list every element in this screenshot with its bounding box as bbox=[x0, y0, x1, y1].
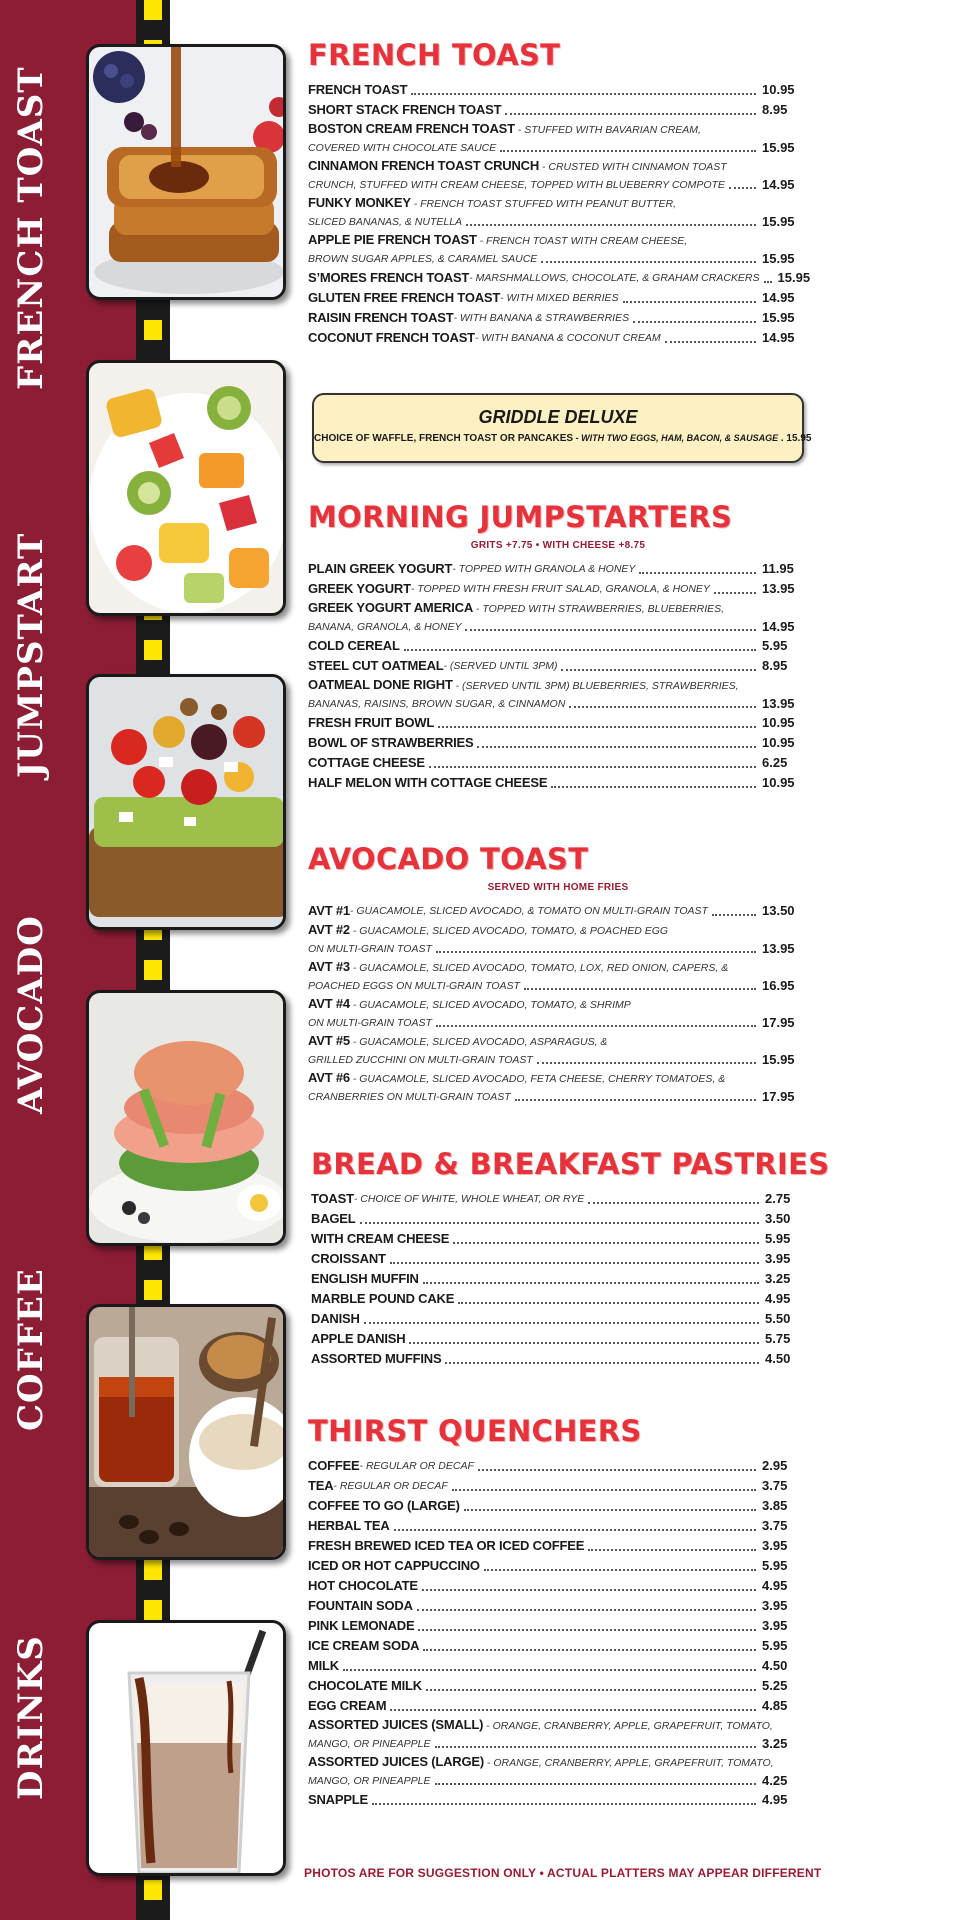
item-name: COCONUT FRENCH TOAST bbox=[308, 330, 475, 345]
menu-item bbox=[308, 1636, 808, 1656]
item-description: - (SERVED UNTIL 3PM) BLUEBERRIES, STRAWBERRIES, bbox=[452, 680, 739, 692]
item-price: 5.25 bbox=[762, 1678, 788, 1693]
dot-leader bbox=[588, 1549, 756, 1551]
item-price: 10.95 bbox=[762, 735, 795, 750]
dot-leader bbox=[426, 1689, 756, 1691]
item-description-cont: MANGO, OR PINEAPPLE bbox=[308, 1775, 431, 1787]
avocado-toast-photo bbox=[86, 674, 286, 930]
item-price: 3.95 bbox=[765, 1251, 791, 1266]
item-name: COFFEE bbox=[308, 1458, 360, 1473]
item-description: - GUACAMOLE, SLICED AVOCADO, TOMATO, & POACHED EGG bbox=[349, 925, 669, 937]
item-price: 10.95 bbox=[762, 775, 795, 790]
menu-item bbox=[308, 656, 808, 676]
item-name: COLD CEREAL bbox=[308, 638, 400, 653]
item-price: 14.95 bbox=[762, 290, 795, 305]
menu-item bbox=[311, 1269, 811, 1289]
item-name: FRESH FRUIT BOWL bbox=[308, 715, 435, 730]
menu-item bbox=[308, 268, 811, 288]
dot-leader bbox=[551, 786, 756, 788]
item-name: ICED OR HOT CAPPUCCINO bbox=[308, 1558, 480, 1573]
section-title: FRENCH TOAST bbox=[308, 38, 808, 72]
menu-item bbox=[308, 958, 808, 995]
dot-leader bbox=[714, 592, 756, 594]
menu-item bbox=[308, 1576, 808, 1596]
item-description-cont: BROWN SUGAR APPLES, & CARAMEL SAUCE bbox=[308, 253, 538, 265]
section-avocado-toast bbox=[308, 842, 808, 1106]
item-name: STEEL CUT OATMEAL bbox=[308, 658, 444, 673]
menu-item bbox=[308, 995, 808, 1032]
item-name: FOUNTAIN SODA bbox=[308, 1598, 413, 1613]
item-price: 4.95 bbox=[762, 1792, 788, 1807]
item-price: 4.95 bbox=[762, 1578, 788, 1593]
item-price: 3.95 bbox=[762, 1598, 788, 1613]
item-name: SNAPPLE bbox=[308, 1792, 369, 1807]
menu-item bbox=[308, 1556, 808, 1576]
item-price: 16.95 bbox=[762, 978, 795, 993]
item-description-cont: CRUNCH, STUFFED WITH CREAM CHEESE, TOPPED WITH BLUEBERRY COMPOTE bbox=[308, 179, 725, 191]
dot-leader bbox=[500, 150, 756, 152]
item-name: GLUTEN FREE FRENCH TOAST bbox=[308, 290, 501, 305]
menu-item bbox=[308, 713, 808, 733]
item-name: ASSORTED JUICES (SMALL) bbox=[308, 1717, 484, 1732]
item-price: 5.95 bbox=[762, 1558, 788, 1573]
item-price: 17.95 bbox=[762, 1015, 795, 1030]
item-price: 14.95 bbox=[762, 330, 795, 345]
dot-leader bbox=[438, 726, 756, 728]
item-description-cont: ON MULTI-GRAIN TOAST bbox=[308, 1017, 432, 1029]
dot-leader bbox=[390, 1262, 759, 1264]
menu-item bbox=[308, 733, 808, 753]
dot-leader bbox=[464, 1509, 756, 1511]
item-name: OATMEAL DONE RIGHT bbox=[308, 677, 453, 692]
menu-item bbox=[308, 599, 808, 636]
dot-leader bbox=[394, 1529, 756, 1531]
item-name: SHORT STACK FRENCH TOAST bbox=[308, 102, 502, 117]
item-price: 14.95 bbox=[762, 177, 795, 192]
menu-item bbox=[308, 773, 808, 793]
section-thirst-quenchers bbox=[308, 1414, 808, 1810]
item-name: AVT #3 bbox=[308, 959, 350, 974]
menu-item bbox=[308, 1596, 808, 1616]
item-price: 3.25 bbox=[765, 1271, 791, 1286]
section-note: GRITS +7.75 • WITH CHEESE +8.75 bbox=[470, 540, 646, 551]
dot-leader bbox=[445, 1362, 759, 1364]
item-price: 4.50 bbox=[762, 1658, 788, 1673]
item-price: 6.25 bbox=[762, 755, 788, 770]
menu-item bbox=[308, 1032, 808, 1069]
item-name: BOSTON CREAM FRENCH TOAST bbox=[308, 121, 515, 136]
item-description: - GUACAMOLE, SLICED AVOCADO, TOMATO, LOX, RED ONION, CAPERS, & bbox=[349, 962, 729, 974]
menu-list bbox=[308, 559, 808, 793]
dot-leader bbox=[418, 1629, 756, 1631]
dot-leader bbox=[390, 1709, 756, 1711]
item-name: ASSORTED MUFFINS bbox=[311, 1351, 442, 1366]
menu-item bbox=[308, 1496, 808, 1516]
item-description: - CRUSTED WITH CINNAMON TOAST bbox=[539, 161, 727, 173]
item-name: COFFEE TO GO (LARGE) bbox=[308, 1498, 460, 1513]
item-price: 14.95 bbox=[762, 619, 795, 634]
menu-item bbox=[308, 120, 808, 157]
dot-leader bbox=[436, 951, 756, 953]
item-description: - STUFFED WITH BAVARIAN CREAM, bbox=[514, 124, 701, 136]
item-name: BOWL OF STRAWBERRIES bbox=[308, 735, 474, 750]
item-price: 4.25 bbox=[762, 1773, 788, 1788]
item-name: WITH CREAM CHEESE bbox=[311, 1231, 450, 1246]
section-morning-jumpstarters bbox=[308, 500, 808, 793]
item-description: - FRENCH TOAST STUFFED WITH PEANUT BUTTER, bbox=[410, 198, 677, 210]
item-description: - GUACAMOLE, SLICED AVOCADO, & TOMATO ON MULTI-GRAIN TOAST bbox=[349, 905, 708, 917]
side-word-french-toast: FRENCH TOAST bbox=[11, 66, 51, 390]
dot-leader bbox=[436, 1025, 756, 1027]
item-price: 10.95 bbox=[762, 82, 795, 97]
item-price: 5.95 bbox=[762, 1638, 788, 1653]
item-name: CINNAMON FRENCH TOAST CRUNCH bbox=[308, 158, 540, 173]
menu-item bbox=[308, 100, 808, 120]
item-price: 3.75 bbox=[762, 1518, 788, 1533]
dot-leader bbox=[764, 281, 772, 283]
menu-list bbox=[308, 80, 811, 348]
item-name: HOT CHOCOLATE bbox=[308, 1578, 418, 1593]
dot-leader bbox=[411, 93, 756, 95]
dot-leader bbox=[524, 988, 756, 990]
item-price: 15.95 bbox=[762, 140, 795, 155]
item-name: S’MORES FRENCH TOAST bbox=[308, 270, 470, 285]
item-name: APPLE DANISH bbox=[311, 1331, 406, 1346]
menu-item bbox=[308, 921, 808, 958]
item-name: ICE CREAM SODA bbox=[308, 1638, 420, 1653]
menu-item bbox=[308, 80, 808, 100]
item-name: BAGEL bbox=[311, 1211, 356, 1226]
dot-leader bbox=[569, 706, 756, 708]
section-title: BREAD & BREAKFAST PASTRIES bbox=[311, 1147, 830, 1181]
dot-leader bbox=[588, 1202, 759, 1204]
dot-leader bbox=[423, 1649, 756, 1651]
item-name: MILK bbox=[308, 1658, 339, 1673]
menu-item bbox=[311, 1249, 811, 1269]
item-price: 2.95 bbox=[762, 1458, 788, 1473]
menu-item bbox=[311, 1329, 811, 1349]
dot-leader bbox=[458, 1302, 759, 1304]
item-name: ASSORTED JUICES (LARGE) bbox=[308, 1754, 484, 1769]
menu-item bbox=[308, 1536, 808, 1556]
item-name: COTTAGE CHEESE bbox=[308, 755, 425, 770]
menu-item bbox=[311, 1349, 811, 1369]
item-price: 15.95 bbox=[762, 251, 795, 266]
item-name: FRENCH TOAST bbox=[308, 82, 408, 97]
menu-item bbox=[308, 1456, 808, 1476]
item-description-cont: BANANA, GRANOLA, & HONEY bbox=[308, 621, 462, 633]
item-price: 5.50 bbox=[765, 1311, 791, 1326]
item-price: 11.95 bbox=[762, 561, 794, 576]
item-description: - GUACAMOLE, SLICED AVOCADO, ASPARAGUS, & bbox=[349, 1036, 608, 1048]
menu-item bbox=[308, 1656, 808, 1676]
dot-leader bbox=[729, 187, 756, 189]
dot-leader bbox=[422, 1589, 756, 1591]
item-name: PINK LEMONADE bbox=[308, 1618, 415, 1633]
item-description: - TOPPED WITH GRANOLA & HONEY bbox=[452, 563, 636, 575]
griddle-title: GRIDDLE DELUXE bbox=[478, 407, 638, 427]
menu-item bbox=[308, 1516, 808, 1536]
dot-leader bbox=[372, 1803, 756, 1805]
menu-item bbox=[308, 231, 808, 268]
dot-leader bbox=[360, 1222, 759, 1224]
dot-leader bbox=[665, 341, 756, 343]
item-price: 8.95 bbox=[762, 658, 788, 673]
dot-leader bbox=[409, 1342, 759, 1344]
menu-item bbox=[308, 328, 808, 348]
side-word-avocado: AVOCADO bbox=[11, 915, 51, 1115]
item-price: 3.95 bbox=[762, 1538, 788, 1553]
item-price: 4.95 bbox=[765, 1291, 791, 1306]
menu-item bbox=[311, 1209, 811, 1229]
dot-leader bbox=[465, 629, 756, 631]
dot-leader bbox=[452, 1489, 756, 1491]
dot-leader bbox=[633, 321, 756, 323]
item-name: DANISH bbox=[311, 1311, 360, 1326]
menu-item bbox=[311, 1289, 811, 1309]
side-word-drinks: DRINKS bbox=[11, 1635, 51, 1800]
menu-item bbox=[308, 636, 808, 656]
item-description-cont: SLICED BANANAS, & NUTELLA bbox=[308, 216, 463, 228]
griddle-choice: CHOICE OF WAFFLE, FRENCH TOAST OR PANCAKES bbox=[314, 433, 574, 444]
section-title: MORNING JUMPSTARTERS bbox=[308, 500, 808, 534]
item-price: 8.95 bbox=[762, 102, 788, 117]
item-name: MARBLE POUND CAKE bbox=[311, 1291, 455, 1306]
menu-item bbox=[308, 157, 808, 194]
item-price: 4.85 bbox=[762, 1698, 788, 1713]
menu-item bbox=[308, 1676, 808, 1696]
item-price: 13.95 bbox=[762, 581, 795, 596]
menu-item bbox=[311, 1229, 811, 1249]
item-name: GREEK YOGURT bbox=[308, 581, 411, 596]
item-description: - WITH BANANA & COCONUT CREAM bbox=[474, 332, 661, 344]
side-word-coffee: COFFEE bbox=[11, 1268, 51, 1432]
item-name: AVT #5 bbox=[308, 1033, 350, 1048]
item-name: TEA bbox=[308, 1478, 334, 1493]
item-description: - TOPPED WITH FRESH FRUIT SALAD, GRANOLA, & HONEY bbox=[410, 583, 710, 595]
menu-item bbox=[308, 1616, 808, 1636]
item-name: TOAST bbox=[311, 1191, 354, 1206]
dot-leader bbox=[477, 746, 756, 748]
item-price: 15.95 bbox=[762, 310, 795, 325]
dot-leader bbox=[515, 1099, 756, 1101]
item-price: 3.50 bbox=[765, 1211, 791, 1226]
item-name: AVT #2 bbox=[308, 922, 350, 937]
menu-content bbox=[308, 0, 830, 1920]
item-description: - TOPPED WITH STRAWBERRIES, BLUEBERRIES, bbox=[473, 603, 725, 615]
item-description: - GUACAMOLE, SLICED AVOCADO, TOMATO, & SHRIMP bbox=[349, 999, 631, 1011]
dot-leader bbox=[541, 261, 756, 263]
dot-leader bbox=[561, 669, 756, 671]
item-name: EGG CREAM bbox=[308, 1698, 387, 1713]
dot-leader bbox=[435, 1783, 756, 1785]
item-description-cont: POACHED EGGS ON MULTI-GRAIN TOAST bbox=[308, 980, 520, 992]
menu-item bbox=[308, 1753, 808, 1790]
item-description: - CHOICE OF WHITE, WHOLE WHEAT, OR RYE bbox=[353, 1193, 585, 1205]
item-description-cont: BANANAS, RAISINS, BROWN SUGAR, & CINNAMON bbox=[308, 698, 566, 710]
section-title: AVOCADO TOAST bbox=[308, 842, 808, 876]
item-description: - MARSHMALLOWS, CHOCOLATE, & GRAHAM CRACKERS bbox=[469, 272, 760, 284]
dot-leader bbox=[712, 914, 756, 916]
item-description: - REGULAR OR DECAF bbox=[359, 1460, 474, 1472]
item-price: 5.95 bbox=[765, 1231, 791, 1246]
dot-leader bbox=[429, 766, 756, 768]
item-price: 5.75 bbox=[765, 1331, 791, 1346]
dot-leader bbox=[417, 1609, 756, 1611]
menu-item bbox=[308, 559, 808, 579]
item-price: 5.95 bbox=[762, 638, 788, 653]
menu-item bbox=[308, 1790, 808, 1810]
item-name: ENGLISH MUFFIN bbox=[311, 1271, 419, 1286]
item-price: 13.50 bbox=[762, 903, 795, 918]
item-description: - (SERVED UNTIL 3PM) bbox=[443, 660, 558, 672]
item-price: 15.95 bbox=[777, 270, 811, 285]
dot-leader bbox=[404, 649, 756, 651]
menu-item bbox=[308, 288, 808, 308]
item-price: 15.95 bbox=[762, 1052, 795, 1067]
milkshake-photo bbox=[86, 1620, 286, 1876]
item-description: - WITH MIXED BERRIES bbox=[500, 292, 619, 304]
griddle-price: 15.95 bbox=[786, 433, 812, 444]
item-price: 3.95 bbox=[762, 1618, 788, 1633]
item-description: - GUACAMOLE, SLICED AVOCADO, FETA CHEESE, CHERRY TOMATOES, & bbox=[349, 1073, 726, 1085]
coffee-tea-photo bbox=[86, 1304, 286, 1560]
menu-item bbox=[308, 901, 808, 921]
dot-leader bbox=[364, 1322, 759, 1324]
item-name: CROISSANT bbox=[311, 1251, 386, 1266]
menu-item bbox=[308, 676, 808, 713]
menu-item bbox=[308, 579, 808, 599]
section-note: SERVED WITH HOME FRIES bbox=[487, 882, 629, 893]
item-price: 13.95 bbox=[762, 696, 795, 711]
item-description-cont: CRANBERRIES ON MULTI-GRAIN TOAST bbox=[308, 1091, 511, 1103]
griddle-deluxe-box bbox=[312, 393, 812, 463]
footer-disclaimer: PHOTOS ARE FOR SUGGESTION ONLY • ACTUAL PLATTERS MAY APPEAR DIFFERENT bbox=[304, 1866, 822, 1880]
item-price: 2.75 bbox=[765, 1191, 791, 1206]
item-description-cont: MANGO, OR PINEAPPLE bbox=[308, 1738, 431, 1750]
item-price: 3.25 bbox=[762, 1736, 788, 1751]
sandwich-photo bbox=[86, 990, 286, 1246]
menu-list bbox=[308, 901, 808, 1106]
menu-item bbox=[308, 1696, 808, 1716]
dot-leader bbox=[466, 224, 756, 226]
menu-list bbox=[308, 1456, 808, 1810]
item-name: HALF MELON WITH COTTAGE CHEESE bbox=[308, 775, 548, 790]
dot-leader bbox=[435, 1746, 756, 1748]
menu-item bbox=[308, 753, 808, 773]
item-price: 10.95 bbox=[762, 715, 795, 730]
item-name: APPLE PIE FRENCH TOAST bbox=[308, 232, 477, 247]
dot-leader bbox=[505, 113, 756, 115]
section-french-toast bbox=[308, 38, 811, 348]
item-name: FRESH BREWED ICED TEA OR ICED COFFEE bbox=[308, 1538, 585, 1553]
section-bread-pastries bbox=[311, 1147, 830, 1369]
item-description-cont: ON MULTI-GRAIN TOAST bbox=[308, 943, 432, 955]
item-name: AVT #1 bbox=[308, 903, 350, 918]
section-title: THIRST QUENCHERS bbox=[308, 1414, 808, 1448]
item-price: 3.75 bbox=[762, 1478, 788, 1493]
item-description: - REGULAR OR DECAF bbox=[333, 1480, 448, 1492]
side-word-jumpstart: JUMPSTART bbox=[11, 532, 51, 778]
item-price: 17.95 bbox=[762, 1089, 795, 1104]
menu-item bbox=[308, 194, 808, 231]
menu-list bbox=[311, 1189, 811, 1369]
dot-leader bbox=[639, 572, 756, 574]
item-price: 4.50 bbox=[765, 1351, 791, 1366]
item-name: RAISIN FRENCH TOAST bbox=[308, 310, 454, 325]
item-description: - WITH BANANA & STRAWBERRIES bbox=[453, 312, 630, 324]
dot-leader bbox=[537, 1062, 756, 1064]
item-name: CHOCOLATE MILK bbox=[308, 1678, 422, 1693]
dot-leader bbox=[343, 1669, 756, 1671]
item-description: - ORANGE, CRANBERRY, APPLE, GRAPEFRUIT, TOMATO, bbox=[483, 1757, 774, 1769]
dot-leader bbox=[453, 1242, 759, 1244]
menu-item bbox=[308, 308, 808, 328]
item-description-cont: GRILLED ZUCCHINI ON MULTI-GRAIN TOAST bbox=[308, 1054, 533, 1066]
dot-leader bbox=[478, 1469, 756, 1471]
dot-leader bbox=[623, 301, 756, 303]
item-name: FUNKY MONKEY bbox=[308, 195, 411, 210]
menu-item bbox=[311, 1309, 811, 1329]
menu-item bbox=[311, 1189, 811, 1209]
dot-leader bbox=[423, 1282, 759, 1284]
item-description: - ORANGE, CRANBERRY, APPLE, GRAPEFRUIT, TOMATO, bbox=[483, 1720, 773, 1732]
item-name: PLAIN GREEK YOGURT bbox=[308, 561, 453, 576]
item-name: AVT #4 bbox=[308, 996, 350, 1011]
item-name: HERBAL TEA bbox=[308, 1518, 390, 1533]
menu-item bbox=[308, 1476, 808, 1496]
item-price: 3.85 bbox=[762, 1498, 788, 1513]
item-description-cont: COVERED WITH CHOCOLATE SAUCE bbox=[308, 142, 497, 154]
griddle-line: CHOICE OF WAFFLE, FRENCH TOAST OR PANCAKES - WITH TWO EGGS, HAM, BACON, & SAUSAGE . 15.95 bbox=[314, 433, 812, 444]
griddle-desc: - WITH TWO EGGS, HAM, BACON, & SAUSAGE bbox=[573, 433, 779, 443]
item-price: 13.95 bbox=[762, 941, 795, 956]
fruit-salad-photo bbox=[86, 360, 286, 616]
item-description: - FRENCH TOAST WITH CREAM CHEESE, bbox=[476, 235, 688, 247]
menu-item bbox=[308, 1069, 808, 1106]
item-price: 15.95 bbox=[762, 214, 795, 229]
french-toast-photo bbox=[86, 44, 286, 300]
menu-item bbox=[308, 1716, 808, 1753]
item-name: AVT #6 bbox=[308, 1070, 350, 1085]
dot-leader bbox=[484, 1569, 756, 1571]
item-name: GREEK YOGURT AMERICA bbox=[308, 600, 474, 615]
